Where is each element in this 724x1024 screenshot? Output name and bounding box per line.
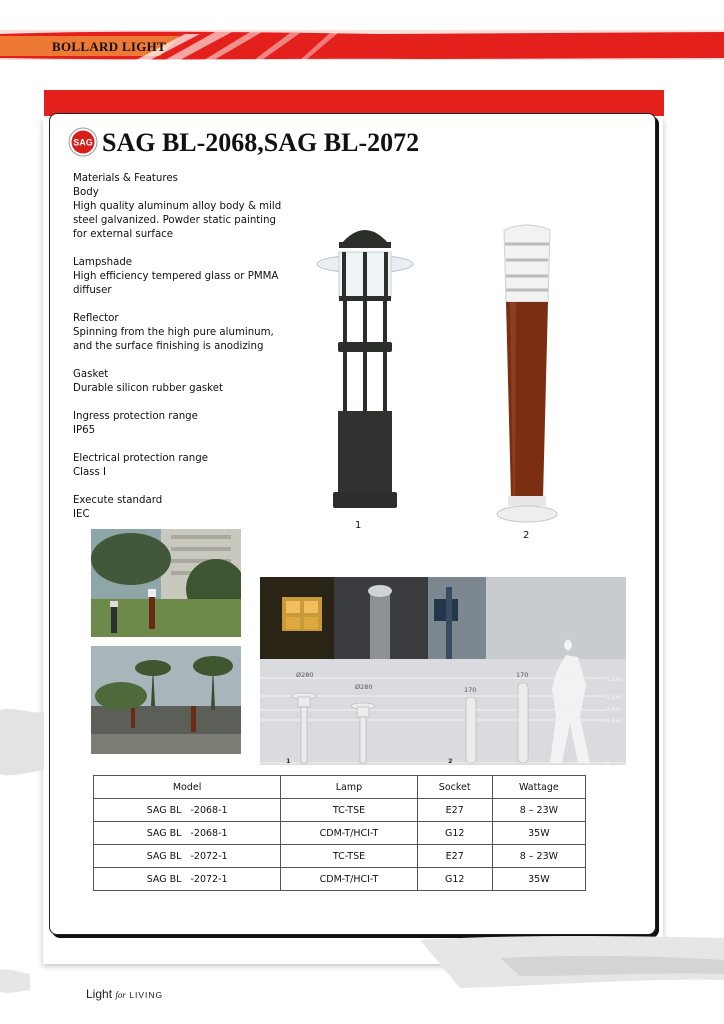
table-row: SAG BL -2068-1 TC-TSE E27 8 – 23W	[94, 799, 586, 822]
svg-text:2: 2	[448, 757, 453, 765]
feature-gasket: Gasket Durable silicon rubber gasket	[73, 369, 223, 394]
product-title: SAG BL-2068,SAG BL-2072	[102, 128, 420, 157]
bollard-lamp-2-image	[496, 222, 558, 527]
feature-electrical: Electrical protection range Class I	[73, 453, 208, 478]
lamp-1-label: 1	[355, 520, 362, 531]
svg-text:0: 0	[606, 761, 610, 765]
feature-standard: Execute standard IEC	[73, 495, 163, 520]
feature-materials: Materials & Features Body High quality aluminum alloy body & mild steel galvanized. Powder static painting for external surface	[73, 173, 282, 240]
svg-text:1.0m: 1.0m	[606, 694, 622, 701]
svg-text:0.8m: 0.8m	[606, 706, 622, 713]
svg-text:SAG: SAG	[73, 137, 93, 148]
svg-text:Ø280: Ø280	[296, 671, 314, 679]
svg-text:1: 1	[286, 757, 291, 765]
table-row: SAG BL -2072-1 CDM-T/HCI-T G12 35W	[94, 868, 586, 891]
svg-text:0.5m: 0.5m	[606, 718, 622, 725]
svg-text:170: 170	[516, 671, 529, 679]
col-header-model: Model	[94, 776, 281, 799]
footer-brand: Light for LIVING	[86, 987, 164, 1001]
svg-text:1.2m: 1.2m	[606, 676, 622, 683]
spec-table	[93, 775, 586, 891]
feature-lampshade: Lampshade High efficiency tempered glass or PMMA diffuser	[73, 257, 279, 296]
feature-ingress: Ingress protection range IP65	[73, 411, 198, 436]
svg-text:Ø280: Ø280	[355, 683, 373, 691]
background-brush-left	[0, 700, 724, 780]
col-header-socket: Socket	[417, 776, 492, 799]
svg-text:170: 170	[464, 686, 477, 694]
lamp-2-label: 2	[523, 530, 530, 541]
col-header-lamp: Lamp	[281, 776, 417, 799]
bollard-lamp-1-image	[315, 222, 415, 517]
table-row: SAG BL -2068-1 CDM-T/HCI-T G12 35W	[94, 822, 586, 845]
table-row: SAG BL -2072-1 TC-TSE E27 8 – 23W	[94, 845, 586, 868]
feature-reflector: Reflector Spinning from the high pure aluminum, and the surface finishing is anodizing	[73, 313, 274, 352]
installation-photo-1	[91, 529, 241, 637]
section-title: BOLLARD LIGHT	[52, 39, 167, 54]
col-header-wattage: Wattage	[492, 776, 585, 799]
sag-logo-icon	[68, 127, 98, 157]
features-list	[73, 172, 293, 536]
